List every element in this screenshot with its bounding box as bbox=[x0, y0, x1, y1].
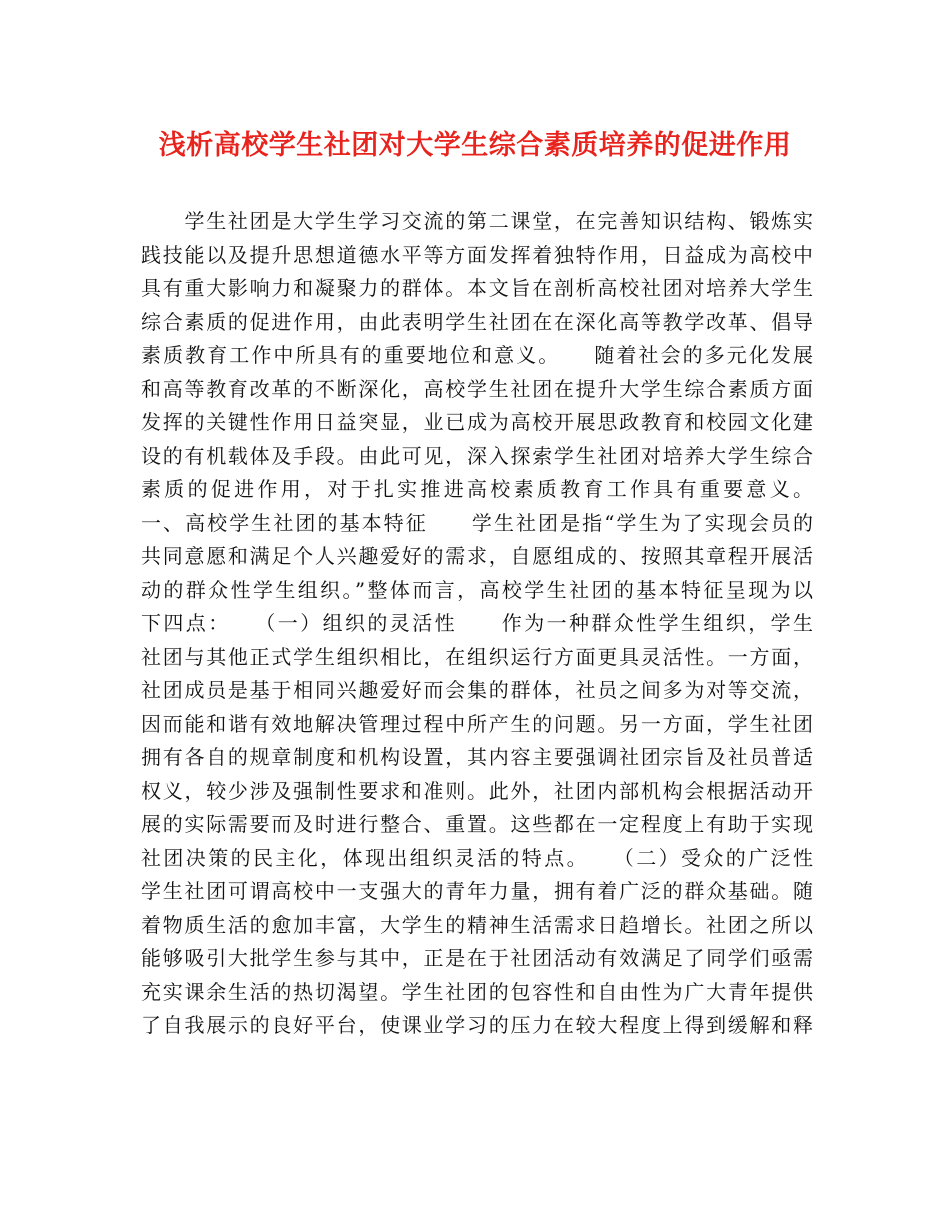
body-line: 素质的促进作用，对于扎实推进高校素质教育工作具有重要意义。 bbox=[141, 477, 813, 501]
body-line: 拥有各自的规章制度和机构设置，其内容主要强调社团宗旨及社员普适 bbox=[141, 745, 813, 769]
body-line: 素质教育工作中所具有的重要地位和意义。 随着社会的多元化发展 bbox=[141, 343, 813, 367]
body-line: 因而能和谐有效地解决管理过程中所产生的问题。另一方面，学生社团 bbox=[141, 711, 813, 736]
body-line: 社团决策的民主化，体现出组织灵活的特点。 （二）受众的广泛性 bbox=[141, 845, 813, 870]
body-line: 和高等教育改革的不断深化，高校学生社团在提升大学生综合素质方面 bbox=[141, 376, 813, 401]
body-line: 发挥的关键性作用日益突显，业已成为高校开展思政教育和校园文化建 bbox=[141, 410, 813, 434]
body-line: 着物质生活的愈加丰富，大学生的精神生活需求日趋增长。社团之所以 bbox=[141, 912, 813, 937]
body-line: 综合素质的促进作用，由此表明学生社团在在深化高等教学改革、倡导 bbox=[141, 309, 813, 334]
body-line: 动的群众性学生组织。”整体而言，高校学生社团的基本特征呈现为以 bbox=[141, 577, 813, 602]
body-line: 下四点： （一）组织的灵活性 作为一种群众性学生组织，学生 bbox=[141, 611, 813, 635]
document-title: 浅析高校学生社团对大学生综合素质培养的促进作用 bbox=[158, 130, 792, 161]
body-line: 学生社团可谓高校中一支强大的青年力量，拥有着广泛的群众基础。随 bbox=[141, 879, 813, 903]
body-line: 社团与其他正式学生组织相比，在组织运行方面更具灵活性。一方面， bbox=[141, 644, 813, 669]
body-line: 共同意愿和满足个人兴趣爱好的需求，自愿组成的、按照其章程开展活 bbox=[141, 544, 813, 568]
body-line: 具有重大影响力和凝聚力的群体。本文旨在剖析高校社团对培养大学生 bbox=[141, 276, 813, 300]
body-line: 践技能以及提升思想道德水平等方面发挥着独特作用，日益成为高校中 bbox=[141, 242, 813, 267]
body-line: 充实课余生活的热切渴望。学生社团的包容性和自由性为广大青年提供 bbox=[141, 979, 813, 1004]
body-line: 社团成员是基于相同兴趣爱好而会集的群体，社员之间多为对等交流， bbox=[141, 678, 813, 702]
body-line: 权义，较少涉及强制性要求和准则。此外，社团内部机构会根据活动开 bbox=[141, 778, 813, 803]
body-line: 了自我展示的良好平台，使课业学习的压力在较大程度上得到缓解和释 bbox=[141, 1013, 813, 1037]
document-body bbox=[141, 205, 813, 1043]
body-line: 展的实际需要而及时进行整合、重置。这些都在一定程度上有助于实现 bbox=[141, 812, 813, 836]
body-line: 设的有机载体及手段。由此可见，深入探索学生社团对培养大学生综合 bbox=[141, 443, 813, 468]
body-line: 一、高校学生社团的基本特征 学生社团是指“学生为了实现会员的 bbox=[141, 510, 813, 535]
body-line: 学生社团是大学生学习交流的第二课堂，在完善知识结构、锻炼实 bbox=[141, 209, 813, 233]
body-line: 能够吸引大批学生参与其中，正是在于社团活动有效满足了同学们亟需 bbox=[141, 946, 813, 970]
